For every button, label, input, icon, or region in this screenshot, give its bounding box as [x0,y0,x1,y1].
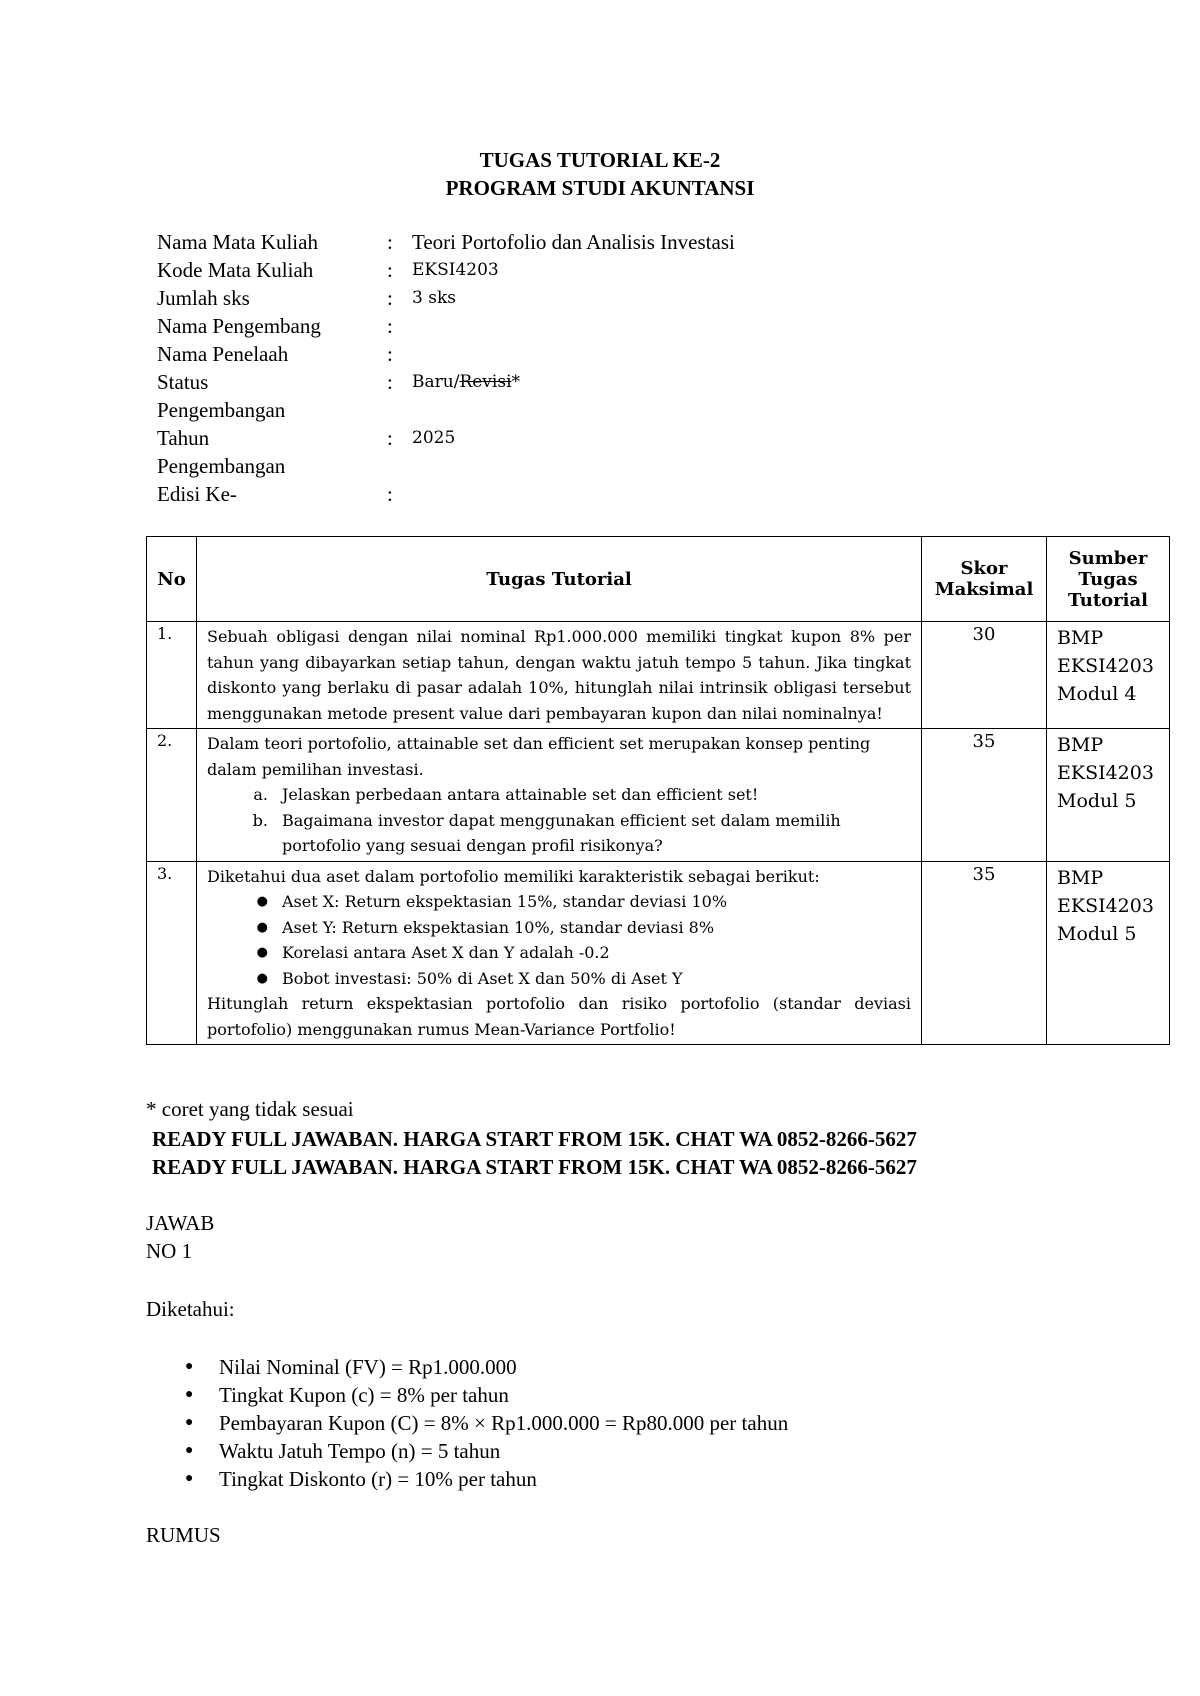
info-label: Edisi Ke- [157,482,237,506]
info-row-sks [157,284,735,312]
bullet-icon: ● [185,1471,194,1486]
list-text: Aset X: Return ekspektasian 15%, standar deviasi 10% [282,892,728,911]
doc-title: TUGAS TUTORIAL KE-2 [479,148,721,172]
source-line: EKSI4203 [1057,655,1154,677]
list-text: Nilai Nominal (FV) = Rp1.000.000 [219,1355,517,1379]
info-row-year [157,424,735,452]
list-text: Jelaskan perbedaan antara attainable set dan efficient set! [282,785,759,804]
list-item [207,966,911,992]
source-line: BMP [1057,866,1104,889]
max-score: 35 [922,861,1047,1045]
bullet-icon: ● [256,919,268,935]
table-row [147,622,1170,729]
known-label: Diketahui: [146,1297,235,1321]
task-text: Diketahui dua aset dalam portofolio memiliki karakteristik sebagai berikut: [207,866,820,886]
answer-heading: JAWAB [146,1211,215,1235]
bullet-icon: ● [185,1415,194,1430]
course-info [157,228,735,508]
bullet-icon: ● [256,894,268,909]
info-separator: : [387,342,393,366]
info-label: Tahun [157,426,210,450]
list-item [185,1381,788,1409]
source-line: Modul 5 [1057,790,1137,812]
table-header-row [147,537,1170,622]
row-number: 2. [147,729,197,862]
footnote: * coret yang tidak sesuai [146,1097,354,1121]
source-line: BMP [1057,734,1104,756]
source-line: Modul 5 [1057,922,1137,945]
list-text: Tingkat Kupon (c) = 8% per tahun [219,1383,509,1407]
task-text: Dalam teori portofolio, attainable set dan efficient set merupakan konsep penting dalam pemilihan investasi. [207,734,871,779]
answer-number: NO 1 [146,1239,193,1263]
list-item [207,940,911,966]
list-text: Bagaimana investor dapat menggunakan efficient set dalam memilih portofolio yang sesuai dengan profil risikonya? [282,810,841,855]
list-item [207,808,911,859]
status-revisi-struck: Revisi [459,372,512,392]
info-row-course-name [157,228,735,256]
max-score: 30 [922,622,1047,729]
info-separator: : [387,230,393,254]
bullet-icon: ● [185,1359,194,1374]
promo-line: READY FULL JAWABAN. HARGA START FROM 15K. CHAT WA 0852-8266-5627 [152,1127,917,1151]
task-cell [197,861,922,1045]
task-source [1047,861,1170,1045]
task-text: Sebuah obligasi dengan nilai nominal Rp1.000.000 memiliki tingkat kupon 8% per tahun yang dibayarkan setiap tahun, dengan waktu jatuh tempo 5 tahun. Jika tingkat diskonto yang berlaku di pasar adalah 10%, hitunglah nilai intrinsik obligasi tersebut menggunakan metode present value dari pembayaran kupon dan nilai nominalnya! [197,622,922,729]
list-text: Aset Y: Return ekspektasian 10%, standar deviasi 8% [282,917,715,937]
info-separator: : [387,314,393,338]
list-text: Pembayaran Kupon (C) = 8% × Rp1.000.000 = Rp80.000 per tahun [219,1411,789,1435]
info-value [412,368,520,396]
header-task: Tugas Tutorial [197,537,922,622]
info-row-course-code [157,256,735,284]
info-label: Nama Pengembang [157,314,321,338]
info-label: Kode Mata Kuliah [157,258,314,282]
bullet-icon: ● [256,970,268,986]
table-row [147,861,1170,1045]
source-line: EKSI4203 [1057,762,1154,784]
info-label: Pengembangan [157,454,286,478]
info-separator: : [387,482,393,506]
list-text: Tingkat Diskonto (r) = 10% per tahun [219,1467,537,1491]
list-item [185,1409,788,1437]
formula-label: RUMUS [146,1523,221,1547]
task-closing-text: Hitunglah return ekspektasian portofolio dan risiko portofolio (standar deviasi portofolio) menggunakan rumus Mean-Variance Portfolio! [207,994,911,1039]
table-row [147,729,1170,862]
info-separator: : [387,370,393,394]
task-table [146,536,1170,1045]
info-separator: : [387,426,393,450]
header-source: Sumber Tugas Tutorial [1047,537,1170,622]
info-row-status-cont [157,396,735,424]
row-number: 1. [147,622,197,729]
source-line: Modul 4 [1057,683,1137,705]
status-asterisk: * [511,372,520,392]
task-cell [197,729,922,862]
info-value: EKSI4203 [412,260,499,280]
info-label: Nama Penelaah [157,342,289,366]
source-line: BMP [1057,627,1104,649]
bullet-icon: ● [185,1443,194,1458]
info-label: Jumlah sks [157,286,250,310]
info-label: Pengembangan [157,398,286,422]
info-value: Teori Portofolio dan Analisis Investasi [412,230,735,254]
list-marker: a. [253,785,268,804]
list-item [207,782,911,808]
list-text: Korelasi antara Aset X dan Y adalah -0.2 [282,943,610,962]
header-no: No [147,537,197,622]
info-row-developer [157,312,735,340]
list-text: Waktu Jatuh Tempo (n) = 5 tahun [219,1439,501,1463]
info-separator: : [387,258,393,282]
header-skor: Skor Maksimal [922,537,1047,622]
info-value: 2025 [412,428,456,448]
status-baru: Baru/ [412,372,460,392]
list-item [185,1465,788,1493]
list-item [185,1353,788,1381]
max-score: 35 [922,729,1047,862]
task-source [1047,729,1170,862]
list-item [207,889,911,915]
list-marker: b. [252,810,268,830]
list-item [207,915,911,941]
list-text: Bobot investasi: 50% di Aset X dan 50% di Aset Y [282,968,683,988]
info-row-edition [157,480,735,508]
info-label: Nama Mata Kuliah [157,230,318,254]
info-separator: : [387,286,393,310]
promo-line: READY FULL JAWABAN. HARGA START FROM 15K. CHAT WA 0852-8266-5627 [152,1155,917,1179]
row-number: 3. [147,861,197,1045]
bullet-list [207,889,911,991]
task-source [1047,622,1170,729]
bullet-icon: ● [185,1387,194,1402]
info-label: Status [157,370,209,394]
bullet-icon: ● [256,945,268,960]
info-row-status [157,368,735,396]
source-line: EKSI4203 [1057,894,1154,917]
info-row-year-cont [157,452,735,480]
sub-question-list [207,782,911,859]
info-value: 3 sks [412,288,456,308]
list-item [185,1437,788,1465]
known-list [185,1353,788,1493]
doc-subtitle: PROGRAM STUDI AKUNTANSI [445,176,755,200]
info-row-reviewer [157,340,735,368]
